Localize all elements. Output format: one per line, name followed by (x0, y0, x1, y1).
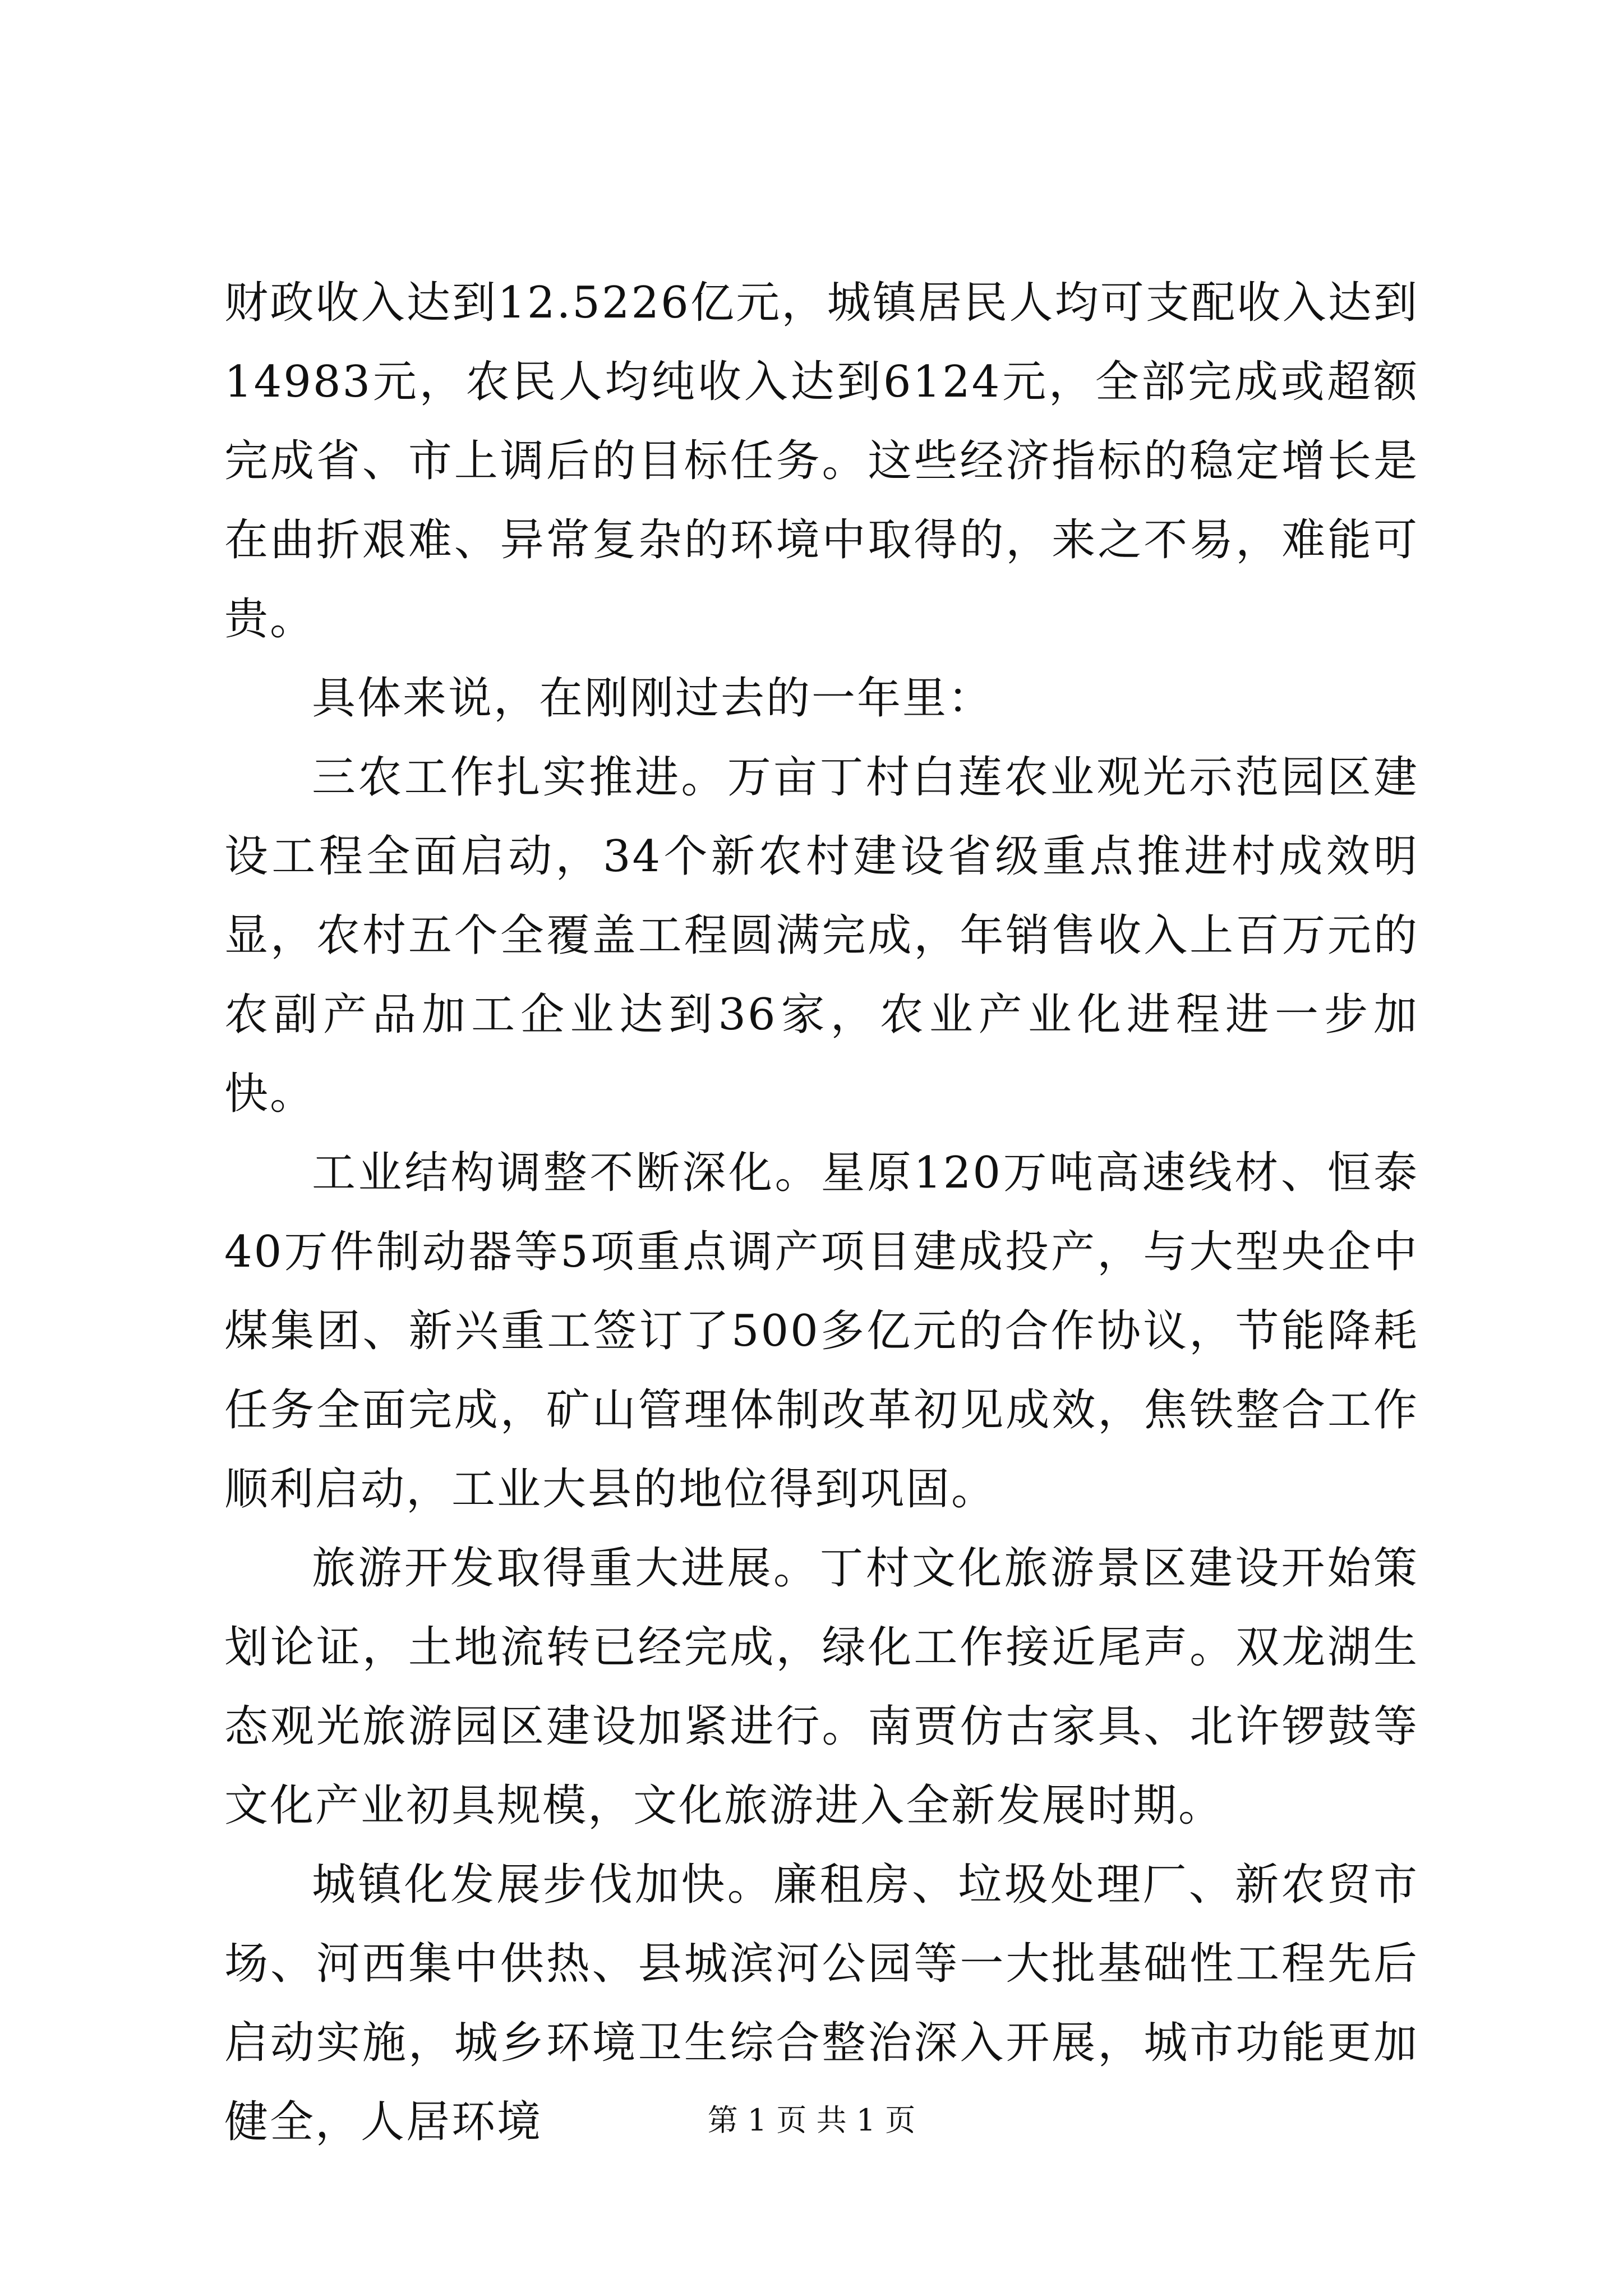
paragraph-tourism: 旅游开发取得重大进展。丁村文化旅游景区建设开始策划论证，土地流转已经完成，绿化工作接近尾声。双龙湖生态观光旅游园区建设加紧进行。南贾仿古家具、北许锣鼓等文化产业初具规模，文化旅游进入全新发展时期。 (224, 1543, 1419, 1831)
document-body (224, 264, 1419, 2162)
paragraph-urbanization: 城镇化发展步伐加快。廉租房、垃圾处理厂、新农贸市场、河西集中供热、县城滨河公园等一大批基础性工程先后启动实施，城乡环境卫生综合整治深入开展，城市功能更加健全，人居环境 (224, 1860, 1419, 2147)
paragraph-agriculture: 三农工作扎实推进。万亩丁村白莲农业观光示范园区建设工程全面启动，34个新农村建设省级重点推进村成效明显，农村五个全覆盖工程圆满完成，年销售收入上百万元的农副产品加工企业达到36家，农业产业化进程进一步加快。 (224, 752, 1419, 1119)
page-number-footer: 第 1 页 共 1 页 (707, 2102, 916, 2138)
paragraph-intro: 具体来说，在刚刚过去的一年里： (312, 673, 994, 724)
paragraph-continued: 财政收入达到12.5226亿元，城镇居民人均可支配收入达到14983元，农民人均纯收入达到6124元，全部完成或超额完成省、市上调后的目标任务。这些经济指标的稳定增长是在曲折艰难、异常复杂的环境中取得的，来之不易，难能可贵。 (224, 278, 1419, 645)
paragraph-industry: 工业结构调整不断深化。星原120万吨高速线材、恒泰40万件制动器等5项重点调产项目建成投产，与大型央企中煤集团、新兴重工签订了500多亿元的合作协议，节能降耗任务全面完成，矿山管理体制改革初见成效，焦铁整合工作顺利启动，工业大县的地位得到巩固。 (224, 1148, 1419, 1515)
